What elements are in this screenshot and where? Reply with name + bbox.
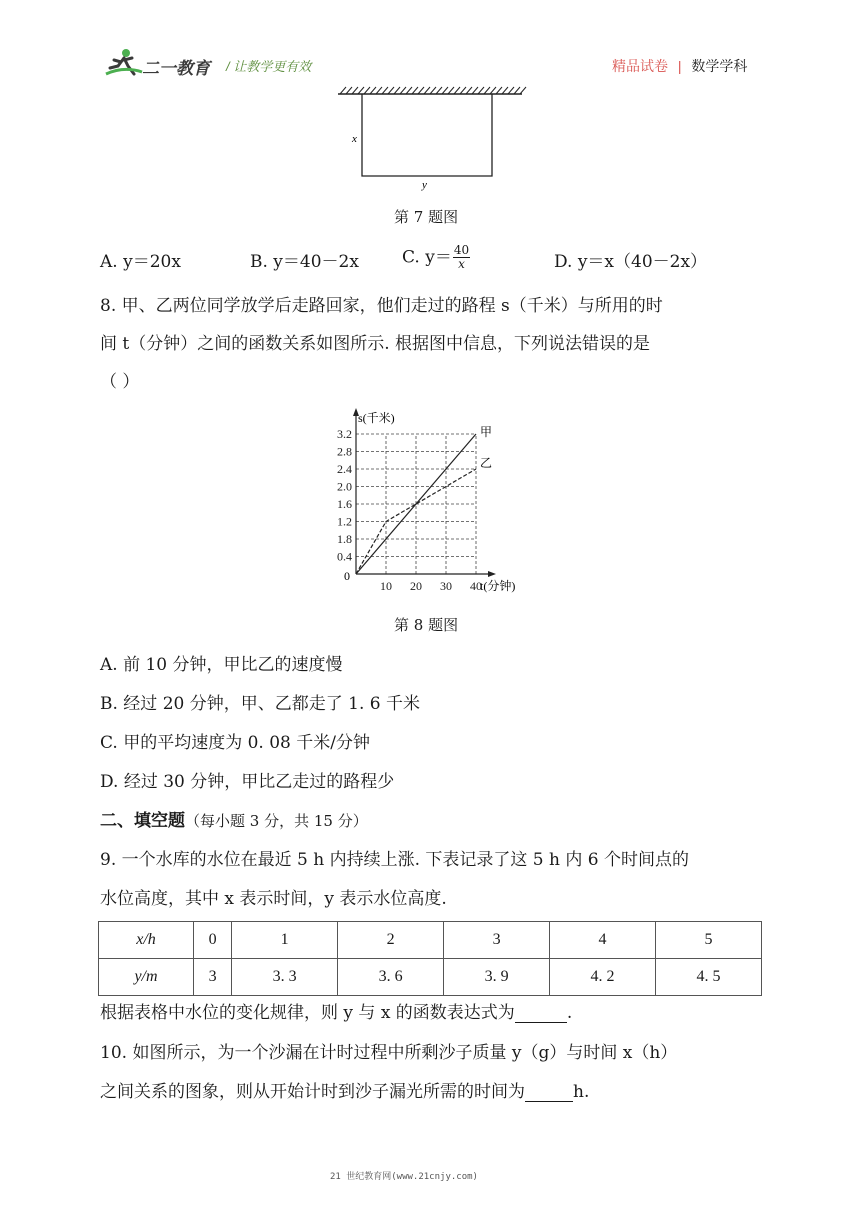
hatch-mark [400,87,406,94]
q10-line-1: 10. 如图所示，为一个沙漏在计时过程中所剩沙子质量 y（g）与时间 x（h） [100,1043,678,1063]
water-level-table [98,921,762,996]
q8-option-d: D. 经过 30 分钟，甲比乙走过的路程少 [100,772,395,792]
x-axis-arrow [488,571,496,577]
q8-line-1: 8. 甲、乙两位同学放学后走路回家，他们走过的路程 s（千米）与所用的时 [100,296,663,316]
hatch-mark [418,87,424,94]
series-label: 甲 [480,425,493,439]
fraction-denominator: x [458,257,465,271]
hatch-mark [448,87,454,94]
hatch-mark [508,87,514,94]
q9-line-3-text: 根据表格中水位的变化规律，则 y 与 x 的函数表达式为 [100,1003,515,1023]
logo-text: 二一教育 [142,59,210,78]
q7-option-d: D. y＝x（40－2x） [554,252,708,272]
hatch-mark [406,87,412,94]
section-note: （每小题 3 分，共 15 分） [185,812,368,830]
footer: 21 世纪教育网(www.21cnjy.com) [330,1172,478,1182]
fraction-numerator: 40 [453,243,470,257]
table-row [99,922,762,959]
table-header-y: y/m [99,959,194,996]
y-tick-label: 0.4 [337,549,352,564]
q8-option-a: A. 前 10 分钟，甲比乙的速度慢 [100,655,343,675]
hatch-mark [382,87,388,94]
hatch-mark [484,87,490,94]
slogan: / 让教学更有效 [226,59,312,74]
q9-line-1: 9. 一个水库的水位在最近 5 h 内持续上涨. 下表记录了这 5 h 内 6 个时间点的 [100,850,690,870]
q7-option-a: A. y＝20x [100,252,181,272]
hatch-mark [436,87,442,94]
y-tick-label: 1.6 [337,497,352,511]
series-label: 乙 [480,456,493,470]
x-tick-label: 40 [470,579,482,593]
hatch-mark [364,87,370,94]
header-label-premium: 精品试卷 [612,58,668,74]
q7-option-c [402,244,470,271]
y-tick-label: 2.0 [337,479,352,494]
hatch-mark [472,87,478,94]
logo [104,48,216,80]
hatch-mark [466,87,472,94]
y-tick-label: 1.8 [337,532,352,546]
table-cell: 2 [338,922,444,959]
q8-option-b: B. 经过 20 分钟，甲、乙都走了 1. 6 千米 [100,694,420,714]
fig7-label-y: y [422,179,427,191]
table-cell: 3. 9 [444,959,550,996]
answer-blank [525,1085,573,1102]
answer-blank [515,1006,567,1023]
y-tick-label: 1.2 [337,514,352,529]
origin-label: 0 [344,569,350,583]
table-cell: 4. 5 [656,959,762,996]
hatch-mark [352,87,358,94]
q10-line-2-end: h. [573,1082,590,1102]
section-heading [100,811,368,831]
y-tick-label: 2.4 [337,462,352,476]
q8-line-2: 间 t（分钟）之间的函数关系如图所示. 根据图中信息，下列说法错误的是 [100,334,651,354]
q10-line-2-text: 之间关系的图象，则从开始计时到沙子漏光所需的时间为 [100,1082,525,1102]
x-tick-label: 10 [380,579,392,593]
hatch-mark [514,87,520,94]
hatch-mark [496,87,502,94]
q10-line-2 [100,1082,589,1102]
table-cell: 0 [194,922,232,959]
header-right [612,56,747,76]
fig8-caption: 第 8 题图 [394,616,459,634]
table-cell: 4 [550,922,656,959]
hatch-mark [370,87,376,94]
hatch-mark [424,87,430,94]
table-cell: 3 [194,959,232,996]
q8-answer-bracket: （ ） [100,372,140,392]
table-cell: 3. 3 [232,959,338,996]
header-label-subject: 数学学科 [691,58,748,74]
section-title: 二、填空题 [100,811,185,831]
hatch-mark [478,87,484,94]
hatch-mark [412,87,418,94]
fraction [453,244,470,271]
hatch-mark [430,87,436,94]
table-header-x: x/h [99,922,194,959]
q8-option-c: C. 甲的平均速度为 0. 08 千米/分钟 [100,733,370,753]
hatch-mark [394,87,400,94]
q7-option-b: B. y＝40－2x [250,252,359,272]
hatch-mark [502,87,508,94]
fig7-caption: 第 7 题图 [394,208,459,226]
figure-7 [330,84,530,192]
hatch-mark [490,87,496,94]
hatch-mark [460,87,466,94]
hatch-mark [376,87,382,94]
q9-line-3 [100,1003,572,1023]
figure-8-chart [318,402,540,602]
hatch-mark [454,87,460,94]
x-axis-label: t(分钟) [480,579,516,593]
hatch-mark [520,87,526,94]
q9-line-2: 水位高度，其中 x 表示时间，y 表示水位高度. [100,889,447,909]
header-divider: | [677,58,682,74]
hatch-mark [358,87,364,94]
table-cell: 4. 2 [550,959,656,996]
table-cell: 3 [444,922,550,959]
hatch-mark [442,87,448,94]
table-row [99,959,762,996]
table-cell: 3. 6 [338,959,444,996]
y-tick-label: 3.2 [337,427,352,441]
q7-option-c-prefix: C. y＝ [402,247,452,268]
x-tick-label: 30 [440,579,452,593]
hatch-mark [340,87,346,94]
table-cell: 1 [232,922,338,959]
x-tick-label: 20 [410,579,422,593]
fig7-label-x: x [352,133,357,145]
y-tick-label: 2.8 [337,444,352,459]
table-cell: 5 [656,922,762,959]
q9-line-3-end: . [566,1003,573,1023]
hatch-mark [346,87,352,94]
hatch-mark [388,87,394,94]
y-axis-label: s(千米) [358,411,395,425]
runner-logo-icon [104,48,144,78]
